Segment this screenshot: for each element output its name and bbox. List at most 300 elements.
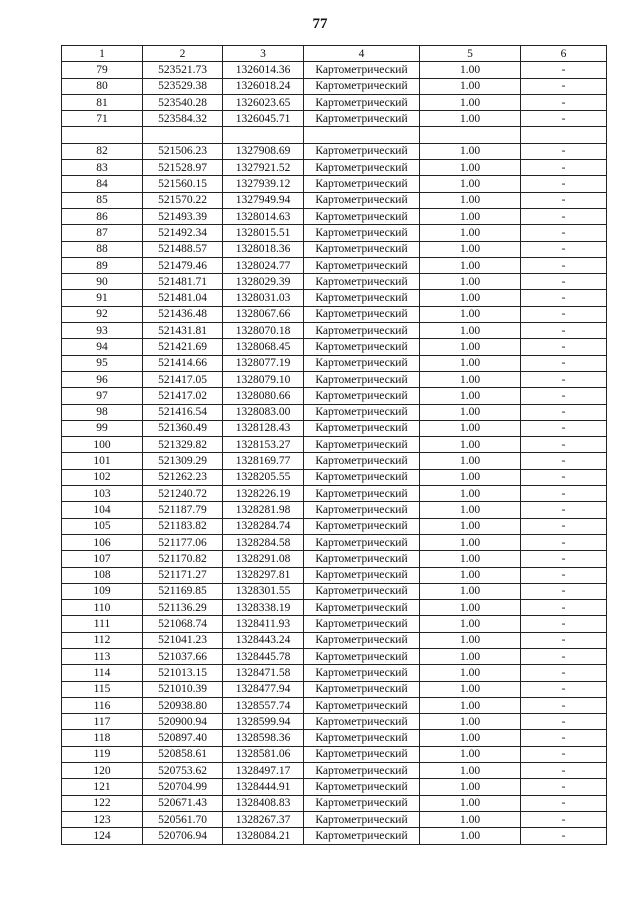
table-cell: 521421.69 [143,339,223,355]
table-cell: 1.00 [420,714,521,730]
column-header: 6 [521,46,607,62]
table-cell: 520671.43 [143,795,223,811]
table-cell: - [521,697,607,713]
table-cell: Картометрический [304,241,420,257]
table-cell: 1.00 [420,257,521,273]
table-cell: - [521,828,607,844]
table-cell: - [521,648,607,664]
table-cell: 113 [62,648,143,664]
table-cell: 1.00 [420,811,521,827]
table-cell: 1328077.19 [223,355,304,371]
table-cell: 105 [62,518,143,534]
table-row [62,453,607,469]
table-cell: 521240.72 [143,486,223,502]
table-cell: - [521,779,607,795]
table-cell: - [521,176,607,192]
table-cell: 1.00 [420,94,521,110]
table-row [62,763,607,779]
table-cell: 118 [62,730,143,746]
table-cell: - [521,534,607,550]
table-cell: 1328029.39 [223,274,304,290]
table-cell: - [521,290,607,306]
table-cell: 1.00 [420,469,521,485]
table-row [62,371,607,387]
table-cell: Картометрический [304,795,420,811]
table-cell: 89 [62,257,143,273]
table-cell: 81 [62,94,143,110]
table-cell: 1.00 [420,420,521,436]
table-row [62,469,607,485]
table-cell: 98 [62,404,143,420]
table-cell: 96 [62,371,143,387]
table-cell: 520706.94 [143,828,223,844]
table-cell: Картометрический [304,600,420,616]
table-cell: - [521,404,607,420]
table-header-row [62,46,607,62]
table-cell: - [521,795,607,811]
table-cell: 1.00 [420,78,521,94]
table-row [62,567,607,583]
table-cell: 521431.81 [143,323,223,339]
table-cell: 92 [62,306,143,322]
table-cell: 1.00 [420,665,521,681]
table-cell: - [521,551,607,567]
table-cell: 1.00 [420,437,521,453]
table-cell: 1.00 [420,62,521,78]
table-row [62,779,607,795]
table-cell: Картометрический [304,779,420,795]
table-cell: - [521,502,607,518]
table-cell: Картометрический [304,176,420,192]
table-row [62,746,607,762]
table-cell: 83 [62,160,143,176]
table-cell: 521013.15 [143,665,223,681]
table-cell [62,127,143,143]
table-cell: 1328471.58 [223,665,304,681]
table-cell: 82 [62,143,143,159]
table-cell: 124 [62,828,143,844]
table-cell: - [521,486,607,502]
table-cell: Картометрический [304,746,420,762]
table-cell: 521136.29 [143,600,223,616]
table-cell: Картометрический [304,437,420,453]
table-row [62,795,607,811]
table-cell: - [521,763,607,779]
table-cell: - [521,62,607,78]
table-cell: - [521,681,607,697]
table-cell: 1.00 [420,583,521,599]
table-cell: - [521,371,607,387]
table-cell: Картометрический [304,208,420,224]
table-cell: Картометрический [304,388,420,404]
table-cell [420,127,521,143]
table-cell: 1328014.63 [223,208,304,224]
table-cell [304,127,420,143]
table-row [62,208,607,224]
table-cell: Картометрический [304,371,420,387]
table-cell: Картометрический [304,714,420,730]
table-cell: - [521,323,607,339]
table-cell: 1328497.17 [223,763,304,779]
table-cell: - [521,192,607,208]
table-cell: Картометрический [304,811,420,827]
table-cell: 101 [62,453,143,469]
table-cell: Картометрический [304,323,420,339]
table-cell: - [521,437,607,453]
table-cell: 1328153.27 [223,437,304,453]
table-cell: 80 [62,78,143,94]
table-cell: 1.00 [420,160,521,176]
table-cell: - [521,469,607,485]
table-row [62,176,607,192]
table-cell: 1.00 [420,486,521,502]
table-cell: 1326023.65 [223,94,304,110]
table-cell: 520858.61 [143,746,223,762]
table-cell: Картометрический [304,534,420,550]
table-cell: 521560.15 [143,176,223,192]
table-cell: 1.00 [420,502,521,518]
table-cell: 1.00 [420,143,521,159]
table-cell: - [521,225,607,241]
table-cell: - [521,811,607,827]
table-cell: 1328018.36 [223,241,304,257]
table-cell: 521171.27 [143,567,223,583]
table-cell: 90 [62,274,143,290]
table-cell: Картометрический [304,339,420,355]
table-cell: 84 [62,176,143,192]
table-cell: 521068.74 [143,616,223,632]
table-cell: 521417.02 [143,388,223,404]
table-row [62,697,607,713]
table-cell: 1328226.19 [223,486,304,502]
table-cell: 1.00 [420,779,521,795]
table-cell: 520753.62 [143,763,223,779]
table-cell: 1.00 [420,534,521,550]
table-cell: Картометрический [304,225,420,241]
table-cell: 1.00 [420,551,521,567]
table-cell: 1.00 [420,795,521,811]
table-row [62,143,607,159]
table-cell: 121 [62,779,143,795]
table-cell: - [521,632,607,648]
table-cell: 1328080.66 [223,388,304,404]
table-row [62,192,607,208]
table-cell: Картометрический [304,551,420,567]
table-cell: 1.00 [420,453,521,469]
table-cell: 521492.34 [143,225,223,241]
table-cell: 114 [62,665,143,681]
table-cell: 122 [62,795,143,811]
table-cell: 108 [62,567,143,583]
table-cell: 1.00 [420,730,521,746]
table-cell: 521309.29 [143,453,223,469]
table-cell: 1328598.36 [223,730,304,746]
table-row [62,811,607,827]
table-cell: 1328581.06 [223,746,304,762]
table-cell: 110 [62,600,143,616]
table-cell: 102 [62,469,143,485]
table-cell: 1.00 [420,306,521,322]
table-cell: Картометрический [304,616,420,632]
table-cell: 87 [62,225,143,241]
table-cell: 1328070.18 [223,323,304,339]
table-cell: 521187.79 [143,502,223,518]
table-cell [143,127,223,143]
table-cell: 1.00 [420,681,521,697]
table-cell: 1327908.69 [223,143,304,159]
table-cell: Картометрический [304,160,420,176]
table-cell: 521360.49 [143,420,223,436]
table-cell: 1326018.24 [223,78,304,94]
table-cell: Картометрический [304,665,420,681]
table-cell: 521417.05 [143,371,223,387]
table-cell: 1328169.77 [223,453,304,469]
table-cell: 1328084.21 [223,828,304,844]
table-cell: 521481.04 [143,290,223,306]
table-cell: - [521,583,607,599]
table-row [62,600,607,616]
table-cell: 521170.82 [143,551,223,567]
table-cell: - [521,143,607,159]
column-header: 1 [62,46,143,62]
table-row [62,355,607,371]
table-cell: - [521,208,607,224]
table-cell: 1.00 [420,746,521,762]
table-cell: 106 [62,534,143,550]
table-row [62,632,607,648]
table-cell: 71 [62,111,143,127]
table-cell: 523584.32 [143,111,223,127]
table-cell: Картометрический [304,469,420,485]
table-cell: Картометрический [304,290,420,306]
table-cell: 1328079.10 [223,371,304,387]
table-cell: 521506.23 [143,143,223,159]
table-cell: 1327949.94 [223,192,304,208]
table-row [62,648,607,664]
table-row [62,306,607,322]
table-cell: 1.00 [420,208,521,224]
table-cell: - [521,518,607,534]
table-cell: - [521,111,607,127]
table-row [62,616,607,632]
table-cell: 521570.22 [143,192,223,208]
table-cell: - [521,616,607,632]
table-row [62,486,607,502]
table-cell [521,127,607,143]
table-cell: 1.00 [420,828,521,844]
table-cell: 521262.23 [143,469,223,485]
coordinates-table [61,45,607,845]
table-cell: 1328281.98 [223,502,304,518]
table-cell: 1.00 [420,632,521,648]
table-cell: 523529.38 [143,78,223,94]
table-cell: 521481.71 [143,274,223,290]
table-cell: 1.00 [420,274,521,290]
table-cell: 523521.73 [143,62,223,78]
table-cell: 1.00 [420,225,521,241]
table-cell: 1328031.03 [223,290,304,306]
table-row [62,78,607,94]
table-cell: 85 [62,192,143,208]
table-cell: Картометрический [304,828,420,844]
table-body [62,62,607,844]
table-cell: - [521,241,607,257]
table-cell: - [521,388,607,404]
table-cell: 521183.82 [143,518,223,534]
table-row [62,681,607,697]
table-cell: 91 [62,290,143,306]
table-cell: 1328297.81 [223,567,304,583]
table-cell: 1.00 [420,648,521,664]
table-cell: 1.00 [420,355,521,371]
table-cell: 94 [62,339,143,355]
table-cell: Картометрический [304,274,420,290]
table-cell: - [521,600,607,616]
table-cell: Картометрический [304,94,420,110]
table-row [62,257,607,273]
table-row [62,127,607,143]
table-cell: 1.00 [420,697,521,713]
table-cell: 1328284.74 [223,518,304,534]
table-cell: Картометрический [304,78,420,94]
table-cell [223,127,304,143]
column-header: 3 [223,46,304,62]
table-cell: 1328068.45 [223,339,304,355]
table-cell: 1.00 [420,192,521,208]
table-cell: 112 [62,632,143,648]
table-cell: Картометрический [304,404,420,420]
table-row [62,730,607,746]
table-cell: 521493.39 [143,208,223,224]
table-cell: Картометрический [304,453,420,469]
table-row [62,420,607,436]
table-cell: Картометрический [304,583,420,599]
table-cell: 1328477.94 [223,681,304,697]
table-cell: 1.00 [420,371,521,387]
table-cell: 1328128.43 [223,420,304,436]
table-cell: 521416.54 [143,404,223,420]
table-cell: Картометрический [304,355,420,371]
table-cell: 115 [62,681,143,697]
table-cell: 79 [62,62,143,78]
table-cell: 1328067.66 [223,306,304,322]
table-cell: 1.00 [420,111,521,127]
table-row [62,534,607,550]
table-cell: 97 [62,388,143,404]
table-cell: 1328443.24 [223,632,304,648]
table-cell: 521528.97 [143,160,223,176]
table-row [62,404,607,420]
table-cell: 521479.46 [143,257,223,273]
table-cell: - [521,714,607,730]
table-row [62,551,607,567]
table-cell: 1326014.36 [223,62,304,78]
table-cell: - [521,420,607,436]
table-cell: Картометрический [304,518,420,534]
table-row [62,241,607,257]
table-cell: 520897.40 [143,730,223,746]
table-cell: 1328024.77 [223,257,304,273]
table-cell: 1.00 [420,616,521,632]
table-cell: 119 [62,746,143,762]
column-header: 2 [143,46,223,62]
table-row [62,388,607,404]
table-cell: 1.00 [420,567,521,583]
table-cell: Картометрический [304,697,420,713]
table-cell: 521169.85 [143,583,223,599]
table-cell: 1.00 [420,600,521,616]
table-cell: 104 [62,502,143,518]
table-cell: 1328284.58 [223,534,304,550]
table-cell: 103 [62,486,143,502]
table-cell: Картометрический [304,420,420,436]
table-cell: 520938.80 [143,697,223,713]
table-row [62,290,607,306]
table-cell: 1.00 [420,290,521,306]
table-row [62,665,607,681]
table-row [62,111,607,127]
table-cell: - [521,78,607,94]
table-cell: 1328338.19 [223,600,304,616]
table-row [62,225,607,241]
table-cell: 1328557.74 [223,697,304,713]
table-cell: 1.00 [420,241,521,257]
table-cell: 88 [62,241,143,257]
column-header: 4 [304,46,420,62]
table-cell: 1327921.52 [223,160,304,176]
table-cell: - [521,665,607,681]
table-row [62,94,607,110]
table-cell: Картометрический [304,502,420,518]
table-row [62,583,607,599]
table-cell: 1328083.00 [223,404,304,420]
table-cell: - [521,306,607,322]
table-cell: 1328301.55 [223,583,304,599]
table-cell: 521037.66 [143,648,223,664]
table-cell: - [521,257,607,273]
table-cell: - [521,339,607,355]
table-cell: 95 [62,355,143,371]
table-cell: Картометрический [304,257,420,273]
table-cell: Картометрический [304,567,420,583]
table-row [62,160,607,176]
table-row [62,714,607,730]
table-row [62,828,607,844]
table-cell: - [521,355,607,371]
table-row [62,518,607,534]
table-cell: 1328444.91 [223,779,304,795]
table-cell: 1328408.83 [223,795,304,811]
table-cell: 1328445.78 [223,648,304,664]
table-cell: 520704.99 [143,779,223,795]
table-row [62,274,607,290]
table-cell: 123 [62,811,143,827]
table-cell: 93 [62,323,143,339]
table-cell: 1.00 [420,388,521,404]
table-cell: 520561.70 [143,811,223,827]
table-cell: - [521,746,607,762]
table-cell: 1.00 [420,323,521,339]
table-cell: 86 [62,208,143,224]
table-cell: Картометрический [304,143,420,159]
table-cell: 1328015.51 [223,225,304,241]
table-row [62,437,607,453]
table-cell: 99 [62,420,143,436]
table-cell: - [521,453,607,469]
page-number: 77 [312,16,328,32]
table-cell: - [521,160,607,176]
table-cell: - [521,730,607,746]
